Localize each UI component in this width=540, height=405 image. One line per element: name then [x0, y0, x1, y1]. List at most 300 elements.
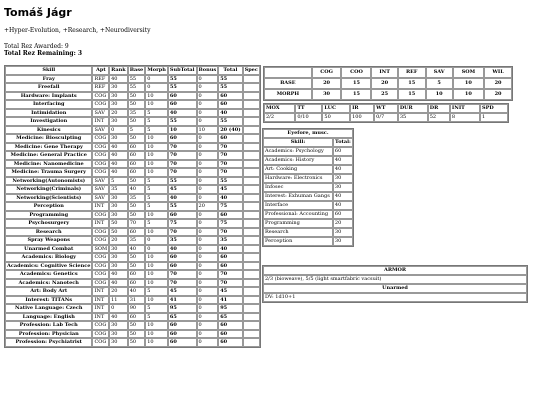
skill-cell [243, 245, 260, 254]
skill-name: Language: English [5, 313, 92, 322]
skill-cell [243, 296, 260, 305]
skill-cell: COG [92, 270, 109, 279]
skills-col-header: Morph [147, 67, 166, 73]
stat-value: 100 [350, 113, 374, 122]
armor-table [262, 265, 528, 303]
skill-name: Academics: Biology [5, 253, 92, 262]
skill-cell: 0 [197, 287, 219, 296]
skill-cell: 10 [145, 330, 168, 339]
attribute-col-header: SOM [453, 67, 484, 78]
skill-name: Profession: Physician [5, 330, 92, 339]
skill-cell: 0 [197, 83, 219, 92]
skill-cell: 30 [109, 253, 128, 262]
stat-header: IR [350, 104, 374, 113]
skill-cell: 50 [128, 100, 145, 109]
skill-name: Spray Weapons [5, 236, 92, 245]
skill-row [5, 83, 260, 92]
skill-cell: 20 [109, 287, 128, 296]
morph-skill: Academics: History [263, 156, 333, 165]
skill-cell: 50 [128, 177, 145, 186]
skill-cell: 0 [197, 177, 219, 186]
skill-cell: 60 [218, 338, 242, 347]
skill-name: Profession: Psychiatrist [5, 338, 92, 347]
skill-cell: 0 [197, 151, 219, 160]
skill-cell: 95 [218, 304, 242, 313]
attribute-cell: 10 [453, 89, 484, 100]
skill-cell: COG [92, 279, 109, 288]
skill-cell: 0 [197, 92, 219, 101]
skill-cell [243, 160, 260, 169]
skill-row [5, 202, 260, 211]
skill-cell: 30 [109, 262, 128, 271]
skill-name: Networking(Scientists) [5, 194, 92, 203]
skill-cell: 50 [128, 202, 145, 211]
skill-cell: 0 [197, 100, 219, 109]
morph-row [263, 201, 353, 210]
skill-row [5, 185, 260, 194]
skill-cell [243, 228, 260, 237]
morph-row [263, 174, 353, 183]
skill-cell: 5 [109, 177, 128, 186]
traits-line: +Hyper-Evolution, +Research, +Neurodiversity [4, 27, 151, 34]
skill-cell: 55 [168, 177, 197, 186]
skill-cell: 5 [145, 117, 168, 126]
skill-cell: 70 [168, 151, 197, 160]
skill-name: Hardware: Implants [5, 92, 92, 101]
skill-cell: 35 [128, 194, 145, 203]
skill-cell [243, 126, 260, 135]
skill-name: Psychosurgery [5, 219, 92, 228]
armor-value: 2/3 (bioweave), 5/5 (light smartfabric vacsuit) [263, 275, 527, 284]
skill-cell: 30 [109, 100, 128, 109]
skill-cell: 50 [128, 253, 145, 262]
skill-row [5, 338, 260, 347]
skill-cell: 5 [145, 177, 168, 186]
morph-total: 40 [333, 201, 353, 210]
attribute-cell: 20 [484, 78, 512, 89]
skill-cell [243, 262, 260, 271]
skill-cell [243, 313, 260, 322]
skill-cell: 30 [109, 211, 128, 220]
skill-row [5, 219, 260, 228]
skill-cell: 0 [197, 117, 219, 126]
morph-skill: Professional: Accounting [263, 210, 333, 219]
skill-cell [243, 202, 260, 211]
skill-cell: 0 [197, 143, 219, 152]
skill-cell: 20 (40) [220, 126, 241, 133]
morph-row [263, 147, 353, 156]
skill-cell: COG [92, 134, 109, 143]
skill-cell: 5 [145, 202, 168, 211]
attribute-row [264, 89, 512, 100]
skill-cell: 0 [197, 236, 219, 245]
skill-name: Freefall [5, 83, 92, 92]
skill-cell: 30 [109, 83, 128, 92]
skill-cell: 70 [168, 279, 197, 288]
stat-header: DR [428, 104, 450, 113]
skill-row [5, 313, 260, 322]
skill-cell: 10 [197, 126, 219, 135]
skill-row [5, 100, 260, 109]
skill-cell: 30 [109, 202, 128, 211]
skill-cell [243, 211, 260, 220]
skill-cell: 55 [128, 83, 145, 92]
morph-total: 20 [333, 219, 353, 228]
skill-cell: 30 [109, 330, 128, 339]
skill-cell: 10 [145, 296, 168, 305]
morph-skill: Interest: Exhuman Gangs [263, 192, 333, 201]
skill-cell: 5 [145, 219, 168, 228]
skill-cell: 30 [109, 338, 128, 347]
skill-cell [243, 338, 260, 347]
skill-cell: 0 [197, 211, 219, 220]
skill-cell: 0 [197, 321, 219, 330]
skill-row [5, 177, 260, 186]
skill-name: Interfacing [5, 100, 92, 109]
stat-header: SPD [480, 104, 508, 113]
skill-cell: SAV [92, 109, 109, 118]
skill-cell: 70 [218, 143, 242, 152]
attribute-cell: 20 [484, 89, 512, 100]
skill-cell: 50 [128, 134, 145, 143]
skill-cell: SAV [92, 194, 109, 203]
skill-name: Medicine: Nanomedicine [5, 160, 92, 169]
skill-cell [243, 253, 260, 262]
skill-row [5, 117, 260, 126]
skill-cell [243, 185, 260, 194]
skill-cell: 0 [145, 236, 168, 245]
morph-row [263, 156, 353, 165]
skill-cell: 70 [218, 228, 242, 237]
skill-cell [243, 151, 260, 160]
skill-cell: 10 [145, 321, 168, 330]
skill-row [5, 270, 260, 279]
skill-cell: 0 [197, 245, 219, 254]
skill-cell: 50 [128, 262, 145, 271]
skill-cell: 40 [218, 194, 242, 203]
skill-cell: INT [92, 117, 109, 126]
morph-title: Eyefore, musc. [263, 129, 353, 138]
skill-cell [243, 117, 260, 126]
attribute-cell: 30 [312, 89, 342, 100]
morph-skill: Perception [263, 237, 333, 246]
skill-row [5, 168, 260, 177]
skill-cell: 30 [109, 194, 128, 203]
skill-cell: 60 [218, 253, 242, 262]
attribute-col-header [264, 67, 312, 78]
morph-skill: Research [263, 228, 333, 237]
skill-name: Art: Body Art [5, 287, 92, 296]
skill-name: Academics: Nanotech [5, 279, 92, 288]
skill-cell: 60 [128, 168, 145, 177]
skill-name: Perception [5, 202, 92, 211]
skill-cell: 5 [145, 185, 168, 194]
skill-cell: 0 [197, 296, 219, 305]
skill-cell: 70 [218, 151, 242, 160]
skill-row [5, 194, 260, 203]
skill-cell [243, 100, 260, 109]
stat-header: DUR [398, 104, 428, 113]
skill-cell: 45 [218, 287, 242, 296]
morph-total: 60 [333, 147, 353, 156]
skill-name: Interest: TITANs [5, 296, 92, 305]
skill-cell: 60 [128, 143, 145, 152]
skill-cell [243, 134, 260, 143]
skill-cell: 75 [168, 219, 197, 228]
morph-row [263, 192, 353, 201]
attribute-cell: 20 [312, 78, 342, 89]
attribute-row [264, 78, 512, 89]
skill-cell: 40 [109, 279, 128, 288]
skill-name: Unarmed Combat [5, 245, 92, 254]
skills-col-header: Spec [244, 67, 258, 73]
morph-col-skill: Skill: [263, 138, 333, 147]
skill-cell: 40 [218, 109, 242, 118]
morph-row [263, 228, 353, 237]
skill-row [5, 151, 260, 160]
skill-cell: 0 [109, 126, 128, 135]
skill-cell [243, 279, 260, 288]
skill-cell: 60 [168, 253, 197, 262]
skill-cell: 60 [168, 100, 197, 109]
skill-cell: INT [92, 296, 109, 305]
stats-header-row [264, 104, 508, 113]
skill-cell: 10 [145, 211, 168, 220]
skill-cell: 35 [128, 109, 145, 118]
attribute-cell: 15 [341, 89, 371, 100]
skills-col-header: Total [218, 66, 242, 75]
skill-cell: 10 [145, 270, 168, 279]
skill-cell: 40 [168, 109, 197, 118]
skill-cell: 30 [109, 134, 128, 143]
skill-cell [243, 287, 260, 296]
skill-cell: 10 [145, 143, 168, 152]
attribute-col-header: COO [341, 67, 371, 78]
skill-cell: 41 [218, 296, 242, 305]
skill-cell: 60 [128, 151, 145, 160]
skill-cell: 50 [128, 338, 145, 347]
skill-cell: 10 [145, 92, 168, 101]
skill-cell: 35 [109, 185, 128, 194]
skills-col-header: Bonus [198, 67, 217, 73]
skill-row [5, 236, 260, 245]
skill-cell: 0 [197, 262, 219, 271]
skill-cell: 0 [197, 330, 219, 339]
skill-cell: 0 [197, 253, 219, 262]
morph-total: 40 [333, 192, 353, 201]
skill-cell: 10 [145, 338, 168, 347]
skill-cell: 50 [128, 92, 145, 101]
skill-cell: 55 [168, 75, 197, 84]
skill-cell [243, 270, 260, 279]
morph-skill: Programming [263, 219, 333, 228]
skill-cell: 60 [218, 92, 242, 101]
character-name: Tomáš Jágr [4, 6, 72, 19]
skill-cell: 0 [197, 194, 219, 203]
skill-cell: SOM [94, 245, 108, 252]
stats-value-row [264, 113, 508, 122]
unarmed-value: DV: 1d10+1 [263, 293, 527, 302]
skill-cell: COG [92, 228, 109, 237]
skill-cell: 60 [168, 330, 197, 339]
stat-header: INIT [450, 104, 480, 113]
skill-row [5, 253, 260, 262]
rez-remaining: Total Rez Remaining: 3 [4, 50, 83, 57]
skill-cell: 30 [109, 245, 128, 254]
skill-cell: COG [92, 330, 109, 339]
skill-row [5, 160, 260, 169]
skill-row [5, 287, 260, 296]
attribute-cell: 15 [398, 89, 426, 100]
skill-row [5, 143, 260, 152]
skill-cell: INT [92, 304, 109, 313]
skill-cell: 60 [128, 228, 145, 237]
skill-cell: 40 [109, 75, 128, 84]
morph-total: 60 [333, 210, 353, 219]
skill-cell: 55 [168, 117, 197, 126]
morph-col-total: Total: [333, 138, 353, 147]
armor-title: ARMOR [263, 266, 527, 275]
skill-cell: 55 [168, 202, 197, 211]
skill-cell [243, 219, 260, 228]
stat-value: 50 [322, 113, 350, 122]
skill-cell: 40 [128, 287, 145, 296]
skill-name: Native Language: Czech [5, 304, 92, 313]
skill-cell: 65 [218, 313, 242, 322]
morph-total: 40 [333, 156, 353, 165]
attribute-cell: 15 [341, 78, 371, 89]
skill-row [5, 126, 260, 135]
skill-cell: 55 [168, 83, 197, 92]
morph-row [263, 237, 353, 246]
skill-cell: COG [92, 100, 109, 109]
skill-row [5, 296, 260, 305]
skill-cell: 45 [168, 287, 197, 296]
skill-cell: 60 [128, 313, 145, 322]
attribute-col-header: WIL [484, 67, 512, 78]
attribute-cell: MORPH [264, 89, 312, 100]
skill-cell: 0 [197, 228, 219, 237]
skill-cell: 95 [168, 304, 197, 313]
skill-cell: 30 [109, 92, 128, 101]
skill-cell: 55 [218, 83, 242, 92]
unarmed-title: Unarmed [263, 284, 527, 293]
skill-cell: 5 [145, 194, 168, 203]
skill-name: Profession: Lab Tech [5, 321, 92, 330]
skill-cell: 5 [145, 304, 168, 313]
skill-cell: 50 [128, 211, 145, 220]
skill-cell: 40 [128, 245, 145, 254]
skill-cell: 75 [218, 219, 242, 228]
skills-col-header: Rank [111, 67, 126, 73]
skill-cell: 0 [197, 219, 219, 228]
skill-name: Kinesics [5, 126, 92, 135]
attribute-col-header: SAV [426, 67, 453, 78]
skill-cell [243, 83, 260, 92]
skill-cell: 5 [128, 126, 145, 135]
skill-cell: 40 [109, 160, 128, 169]
skill-cell: INT [92, 219, 109, 228]
skill-cell: 0 [145, 83, 168, 92]
skill-cell: COG [92, 160, 109, 169]
skill-cell: 70 [168, 270, 197, 279]
skill-cell [243, 236, 260, 245]
skill-cell: 40 [109, 313, 128, 322]
skills-col-header: Base [129, 67, 144, 73]
skill-name: Networking(Autonomists) [5, 177, 92, 186]
skill-cell: 60 [168, 321, 197, 330]
skill-cell: 70 [168, 228, 197, 237]
skill-cell: 5 [145, 313, 168, 322]
skill-cell: 0 [197, 270, 219, 279]
skill-cell: 50 [109, 219, 128, 228]
stat-value: 35 [398, 113, 428, 122]
skill-cell: 20 [109, 236, 128, 245]
skill-cell [243, 321, 260, 330]
skill-cell: 0 [145, 75, 168, 84]
attribute-cell: 15 [398, 78, 426, 89]
skill-cell: 35 [128, 236, 145, 245]
skill-row [5, 211, 260, 220]
morph-skill: Hardware: Electronics [263, 174, 333, 183]
skill-cell: 60 [218, 262, 242, 271]
skill-cell: 60 [168, 134, 197, 143]
skill-cell: 65 [168, 313, 197, 322]
stat-value: 52 [428, 113, 450, 122]
skill-cell: 0 [197, 185, 219, 194]
skill-name: Medicine: Trauma Surgery [5, 168, 92, 177]
skill-cell: 55 [218, 75, 242, 84]
skill-name: Medicine: General Practice [5, 151, 92, 160]
skills-table [4, 65, 261, 348]
skill-cell: 35 [218, 236, 242, 245]
skill-cell: 40 [128, 185, 145, 194]
stat-header: MOX [264, 104, 295, 113]
skill-row [5, 92, 260, 101]
stat-value: 2/2 [264, 113, 295, 122]
skill-cell: 10 [145, 279, 168, 288]
skills-col-header: SubTotal [169, 67, 195, 73]
skill-name: Research [5, 228, 92, 237]
skill-cell: 10 [145, 253, 168, 262]
skill-cell: INT [92, 313, 109, 322]
skill-cell: 60 [128, 279, 145, 288]
rez-awarded: Total Rez Awarded: 9 [4, 43, 69, 50]
skill-cell: 40 [109, 270, 128, 279]
skill-name: Fray [5, 75, 92, 84]
skill-cell: 50 [128, 321, 145, 330]
skill-cell: 5 [145, 287, 168, 296]
skill-cell: 60 [168, 338, 197, 347]
attribute-col-header: INT [371, 67, 397, 78]
skill-cell: 10 [145, 168, 168, 177]
morph-skill: Interface [263, 201, 333, 210]
skill-cell: 40 [109, 143, 128, 152]
skill-cell: 40 [168, 194, 197, 203]
skill-cell: 70 [218, 160, 242, 169]
morph-skill: Art: Cooking [263, 165, 333, 174]
skill-cell: 50 [128, 117, 145, 126]
skill-cell: COG [92, 338, 109, 347]
skill-cell: 0 [109, 304, 128, 313]
skill-cell [243, 194, 260, 203]
skill-cell: COG [92, 92, 109, 101]
skill-cell: 60 [168, 211, 197, 220]
attribute-cell: 25 [371, 89, 397, 100]
morph-total: 40 [333, 165, 353, 174]
skill-cell: 10 [145, 160, 168, 169]
skill-cell: COG [92, 321, 109, 330]
